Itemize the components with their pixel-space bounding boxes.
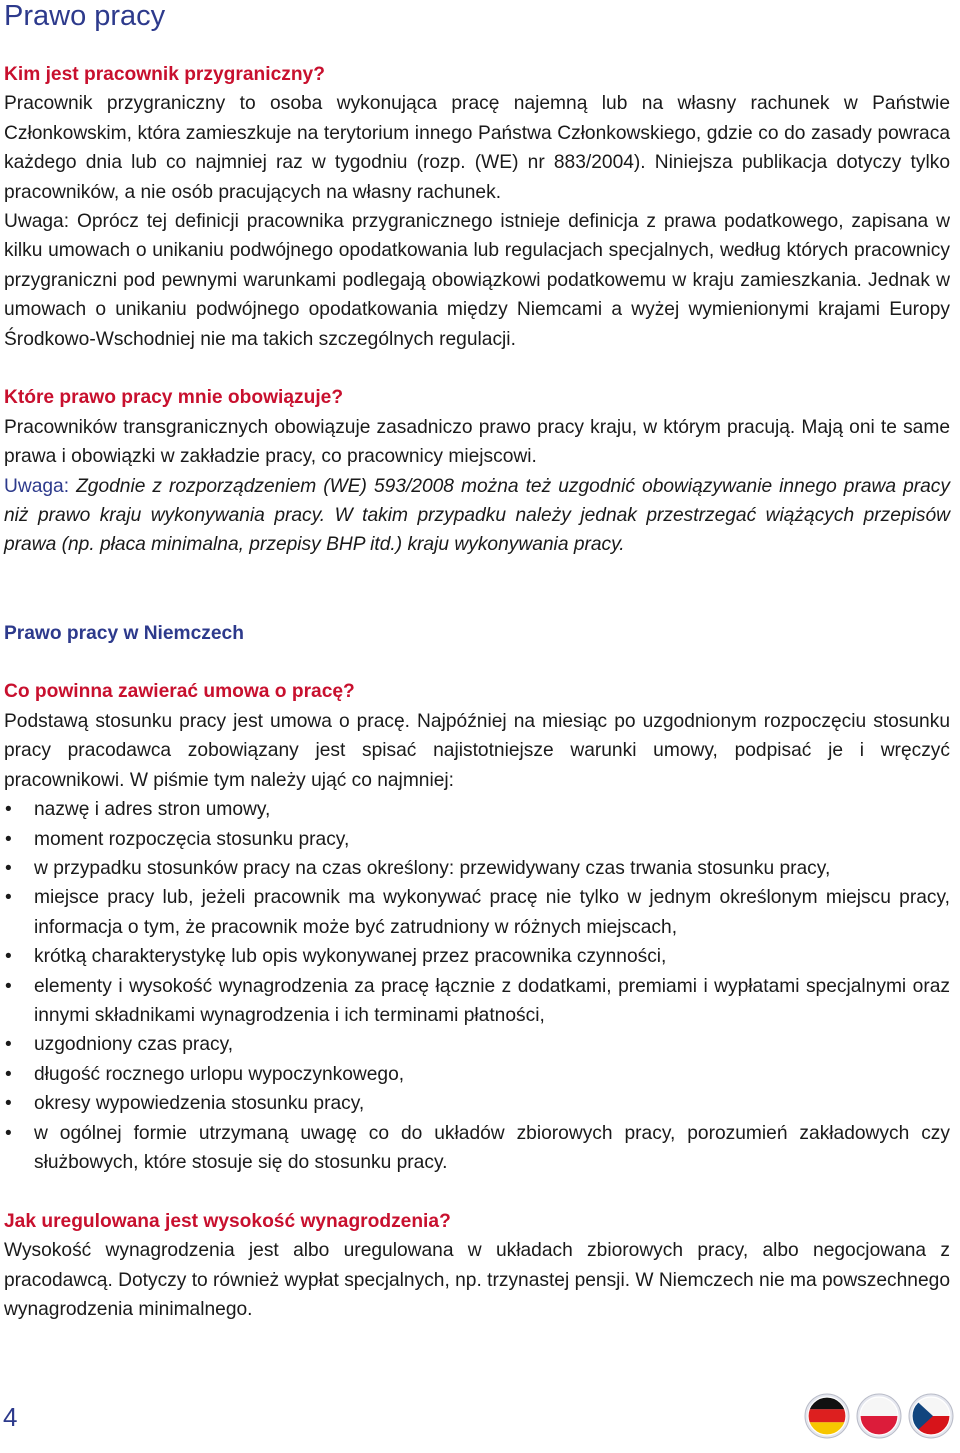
heading-salary: Jak uregulowana jest wysokość wynagrodzenia? [4,1210,451,1232]
page-title: Prawo pracy [4,0,166,32]
contract-requirements-list [4,795,950,1177]
list-item: • w przypadku stosunków pracy na czas określony: przewidywany czas trwania stosunku pracy, [4,854,950,883]
language-flags [804,1393,956,1443]
paragraph-tax-note: Uwaga: Oprócz tej definicji pracownika przygranicznego istnieje definicja z prawa podatkowego, zapisana w kilku umowach o unikaniu podwójnego opodatkowania lub regulacjach specjalnych, według których pracownicy przygraniczni pod pewnymi warunkami podlegają obowiązkowi podatkowemu w kraju zamieszkania. Jednak w umowach o unikaniu podwójnego opodatkowania między Niemcami a wyżej wymienionymi krajami Europy Środkowo-Wschodniej nie ma takich szczególnych regulacji. [4,211,950,350]
heading-cross-border-worker: Kim jest pracownik przygraniczny? [4,64,325,85]
paragraph-contract-intro: Podstawą stosunku pracy jest umowa o pracę. Najpóźniej na miesiąc po uzgodnionym rozpoczęciu stosunku pracy pracodawca zobowiązany jest spisać najistotniejsze warunki umowy, podpisać je i wręczyć pracownikowi. W piśmie tym należy ująć co najmniej: [4,710,950,791]
paragraph-definition: Pracownik przygraniczny to osoba wykonująca pracę najemną lub na własny rachunek w Państwie Członkowskim, która zamieszkuje na terytorium innego Państwa Członkowskiego, gdzie co do zasady powraca każdego dnia lub co najmniej raz w tygodniu (rozp. (WE) nr 883/2004). Niniejsza publikacja dotyczy tylko pracowników, a nie osób pracujących na własny rachunek. [4,93,950,203]
poland-flag-icon[interactable] [856,1393,902,1439]
list-item: • okresy wypowiedzenia stosunku pracy, [4,1089,950,1118]
document-body [4,60,950,1324]
list-item: • uzgodniony czas pracy, [4,1030,950,1059]
list-item: • nazwę i adres stron umowy, [4,795,950,824]
list-item: • krótką charakterystykę lub opis wykonywanej przez pracownika czynności, [4,942,950,971]
paragraph-applicable-law: Pracowników transgranicznych obowiązuje zasadniczo prawo pracy kraju, w którym pracują. Mają oni te same prawa i obowiązki w zakładzie pracy, co pracownicy miejscowi. [4,416,950,468]
czech-flag-icon[interactable] [908,1393,954,1439]
list-item: • elementy i wysokość wynagrodzenia za pracę łącznie z dodatkami, premiami i wypłatami specjalnymi oraz innymi składnikami wynagrodzenia i ich terminami płatności, [4,972,950,1031]
page-number: 4 [3,1402,18,1432]
germany-flag-icon[interactable] [804,1393,850,1439]
paragraph-salary: Wysokość wynagrodzenia jest albo uregulowana w układach zbiorowych pracy, albo negocjowana z pracodawcą. Dotyczy to również wypłat specjalnych, np. trzynastej pensji. W Niemczech nie ma powszechnego wynagrodzenia minimalnego. [4,1240,950,1320]
heading-applicable-law: Które prawo pracy mnie obowiązuje? [4,387,344,409]
list-item: • miejsce pracy lub, jeżeli pracownik ma wykonywać pracę nie tylko w jednym określonym miejscu pracy, informacja o tym, że pracownik może być zatrudniony w różnych miejscach, [4,883,950,942]
list-item: • moment rozpoczęcia stosunku pracy, [4,825,950,854]
list-item: • długość rocznego urlopu wypoczynkowego, [4,1060,950,1089]
heading-employment-contract: Co powinna zawierać umowa o pracę? [4,681,355,703]
paragraph-regulation-note [4,472,950,560]
note-text: Zgodnie z rozporządzeniem (WE) 593/2008 można też uzgodnić obowiązywanie innego prawa pracy niż prawo kraju wykonywania pracy. W takim przypadku należy jednak przestrzegać wiążących przepisów prawa (np. płaca minimalna, przepisy BHP itd.) kraju wykonywania pracy. [4,475,950,556]
heading-labour-law-germany: Prawo pracy w Niemczech [4,622,244,644]
note-label: Uwaga: [4,475,70,497]
list-item: • w ogólnej formie utrzymaną uwagę co do układów zbiorowych pracy, porozumień zakładowych czy służbowych, które stosuje się do stosunku pracy. [4,1119,950,1178]
